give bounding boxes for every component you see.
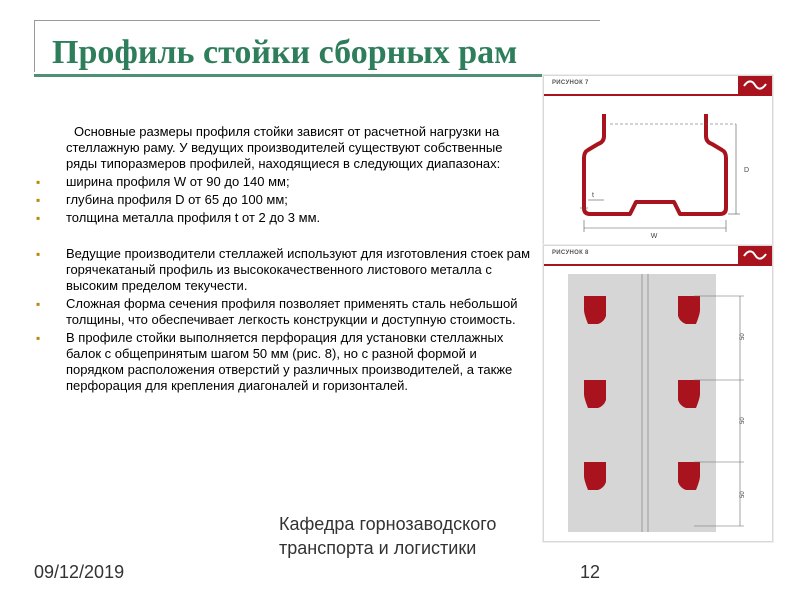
paragraph-item: ▪ Ведущие производители стеллажей используют для изготовления стоек рам горячекатаный профиль из высококачественного листового металла с высоким пределом текучести. <box>36 246 531 293</box>
title-underline <box>34 74 554 77</box>
slide-body <box>34 124 534 396</box>
dim-d-label: D <box>744 167 750 174</box>
publisher-logo <box>738 76 772 94</box>
bullet-icon: ▪ <box>36 193 41 207</box>
title-frame-left <box>34 20 35 72</box>
range-item: ▪ глубина профиля D от 65 до 100 мм; <box>36 192 288 207</box>
paragraph-item: ▪ Сложная форма сечения профиля позволяет применять сталь небольшой толщины, что обеспечивает легкость конструкции и доступную стоимость. <box>36 296 518 327</box>
range-item: ▪ толщина металла профиля t от 2 до 3 мм. <box>36 210 321 225</box>
publisher-logo <box>738 246 772 264</box>
dim-t-label: t <box>592 192 594 199</box>
page-number: 12 <box>580 562 601 582</box>
bullet-icon: ▪ <box>36 211 41 225</box>
paragraph-item: ▪ В профиле стойки выполняется перфорация для установки стеллажных балок с общепринятым шагом 50 мм (рис. 8), но с разной формой и порядком расположения отверстий у различных производителей, а также перфорация для крепления диагоналей и горизонталей. <box>36 330 513 393</box>
figure-header <box>544 76 772 96</box>
figure-profile-section <box>543 75 773 245</box>
profile-drawing <box>544 96 772 244</box>
footer-department: Кафедра горнозаводского транспорта и логистики <box>279 514 497 558</box>
bullet-icon: ▪ <box>36 175 41 189</box>
pitch-label: 50 <box>740 333 746 340</box>
figure-label: РИСУНОК 7 <box>552 80 589 86</box>
bullet-icon: ▪ <box>36 331 41 345</box>
footer-date: 09/12/2019 <box>34 562 125 582</box>
slide-title: Профиль стойки сборных рам <box>52 34 518 71</box>
figure-header <box>544 246 772 266</box>
perforation-drawing <box>544 266 772 541</box>
figure-perforation <box>543 245 773 542</box>
bullet-icon: ▪ <box>36 297 41 311</box>
pitch-label: 50 <box>740 491 746 498</box>
figure-label: РИСУНОК 8 <box>552 250 589 256</box>
intro-paragraph: Основные размеры профиля стойки зависят от расчетной нагрузки на стеллажную раму. У ведущих производителей существуют собственные ряды типоразмеров профилей, находящиеся в следующих диапазонах: <box>66 124 503 171</box>
bullet-icon: ▪ <box>36 247 41 261</box>
range-item: ▪ ширина профиля W от 90 до 140 мм; <box>36 174 290 189</box>
title-frame-top <box>34 20 600 21</box>
dim-w-label: W <box>650 233 658 240</box>
pitch-label: 50 <box>740 417 746 424</box>
